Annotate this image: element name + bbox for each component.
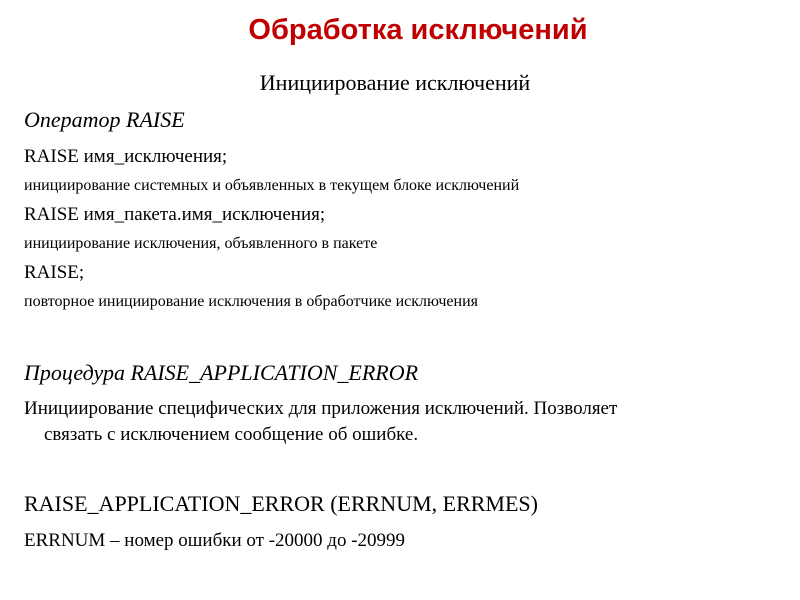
procedure-heading: Процедура RAISE_APPLICATION_ERROR — [24, 360, 419, 385]
raise-package-description-line: инициирование исключения, объявленного в пакете — [24, 235, 378, 252]
slide-title: Обработка исключений — [248, 14, 588, 46]
raise-reraise-description-line: повторное инициирование исключения в обработчике исключения — [24, 293, 479, 310]
procedure-description-line-2: связать с исключением сообщение об ошибке. — [44, 424, 419, 445]
errnum-note-line: ERRNUM – номер ошибки от -20000 до -20999 — [24, 530, 406, 551]
procedure-syntax-line: RAISE_APPLICATION_ERROR (ERRNUM, ERRMES) — [24, 491, 538, 516]
raise-description-line: инициирование системных и объявленных в текущем блоке исключений — [24, 177, 520, 194]
raise-package-syntax-line: RAISE имя_пакета.имя_исключения; — [24, 204, 326, 225]
raise-syntax-line: RAISE имя_исключения; — [24, 146, 228, 167]
procedure-description-line-1: Инициирование специфических для приложения исключений. Позволяет — [24, 398, 618, 419]
raise-operator-heading: Оператор RAISE — [24, 107, 185, 132]
slide-subtitle: Инициирование исключений — [259, 70, 531, 95]
raise-reraise-syntax-line: RAISE; — [24, 262, 85, 283]
